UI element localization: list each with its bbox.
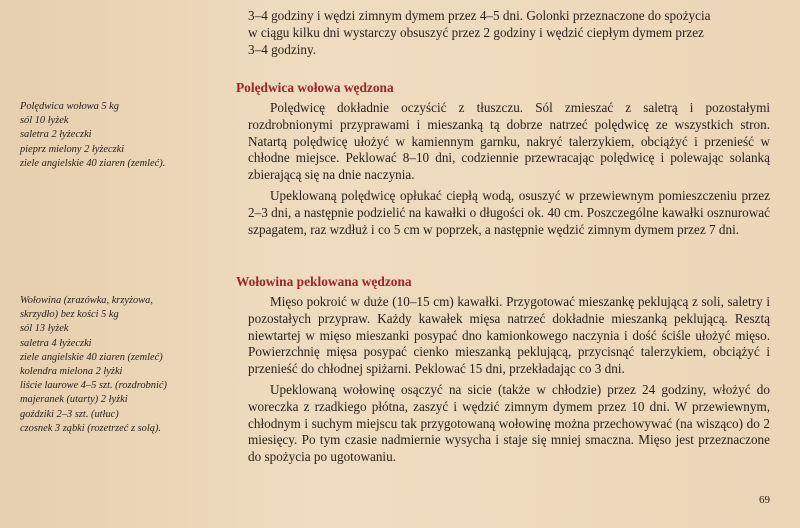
ingredient: saletra 2 łyżeczki (20, 129, 92, 141)
page-number: 69 (759, 494, 770, 506)
paragraph: Upeklowaną wołowinę osączyć na sicie (także w chłodzie) przez 24 godziny, włożyć do woreczka z rzadkiego płótna, zaszyć i wędzić zimnym dymem przez 10 dni. W przewiewnym, chłodnym i suchym miejscu tak przygotowaną wołowinę można przechowywać (na wisząco) do 2 miesięcy. Po tym czasie nadmiernie wysycha i staje się mniej smaczna. Mięso jest przeznaczone do spożycia po ugotowaniu. (248, 381, 770, 465)
ingredient: Wołowina (zrazówka, krzyżowa, (20, 295, 153, 306)
ingredient: ziele angielskie 40 ziaren (zemleć). (20, 157, 166, 169)
ingredient: majeranek (utarty) 2 łyżki (20, 394, 128, 406)
recipe1-body (248, 100, 770, 238)
recipe2-body (248, 294, 770, 466)
ingredient: kolendra mielona 2 łyżki (20, 366, 123, 378)
ingredient: skrzydło) bez kości 5 kg (20, 309, 119, 321)
recipe1-ingredients (20, 100, 230, 171)
ingredient: ziele angielskie 40 ziaren (zemleć) (20, 351, 163, 363)
ingredient: liście laurowe 4–5 szt. (rozdrobnić) (20, 380, 167, 392)
ingredient: saletra 4 łyżeczki (20, 337, 92, 349)
ingredient: pieprz mielony 2 łyżeczki (20, 143, 125, 155)
ingredient: sól 10 łyżek (20, 115, 69, 127)
ingredient: Polędwica wołowa 5 kg (20, 101, 119, 112)
paragraph: Mięso pokroić w duże (10–15 cm) kawałki. Przygotować mieszankę peklującą z soli, saletry i pozostałych przypraw. Każdy kawałek mięsa natrzeć dokładnie mieszanką peklującą. Resztą niewtartej w mięso mieszanki posypać dno kamionkowego naczynia i dość ściśle ułożyć mięso. Powierzchnię mięsa posypać cienko mieszanką peklującą, przycisnąć talerzykiem, obciążyć i przenieść do chłodnej spiżarni. Peklować 15 dni, przekładając co 3 dni. (248, 294, 770, 377)
recipe2-title: Wołowina peklowana wędzona (236, 274, 412, 289)
paragraph: Upeklowaną polędwicę opłukać ciepłą wodą, osuszyć w przewiewnym pomieszczeniu przez 2–3 dni, a następnie podzielić na kawałki o długości ok. 40 cm. Poszczególne kawałki osznurować szpagatem, raz wzdłuż i co 5 cm w poprzek, a następnie wędzić zimnym dymem przez 7 dni. (248, 187, 770, 237)
ingredient: goździki 2–3 szt. (utłuc) (20, 408, 119, 420)
intro-line: 3–4 godziny i wędzi zimnym dymem przez 4–5 dni. Golonki przeznaczone do spożycia (248, 8, 711, 23)
intro-text (248, 8, 770, 58)
intro-line: w ciągu kilku dni wystarczy obsuszyć przez 2 godziny i wędzić ciepłym dymem przez (248, 24, 704, 40)
paragraph: Polędwicę dokładnie oczyścić z tłuszczu. Sól zmieszać z saletrą i pozostałymi rozdrobnionymi przyprawami i mieszanką tą dobrze natrzeć polędwicę ze wszystkich stron. Natartą polędwicę ułożyć w kamiennym garnku, nakryć talerzykiem, obciążyć i przenieść w chłodne miejsce. Peklować 8–10 dni, codziennie przewracając polędwicę i polewając solanką zbierającą się na dnie naczynia. (248, 100, 770, 183)
ingredient: sól 13 łyżek (20, 323, 69, 335)
intro-line: 3–4 godziny. (248, 41, 317, 57)
recipe2-ingredients (20, 294, 230, 436)
recipe1-title: Polędwica wołowa wędzona (236, 80, 394, 95)
ingredient: czosnek 3 ząbki (rozetrzeć z solą). (20, 422, 162, 434)
